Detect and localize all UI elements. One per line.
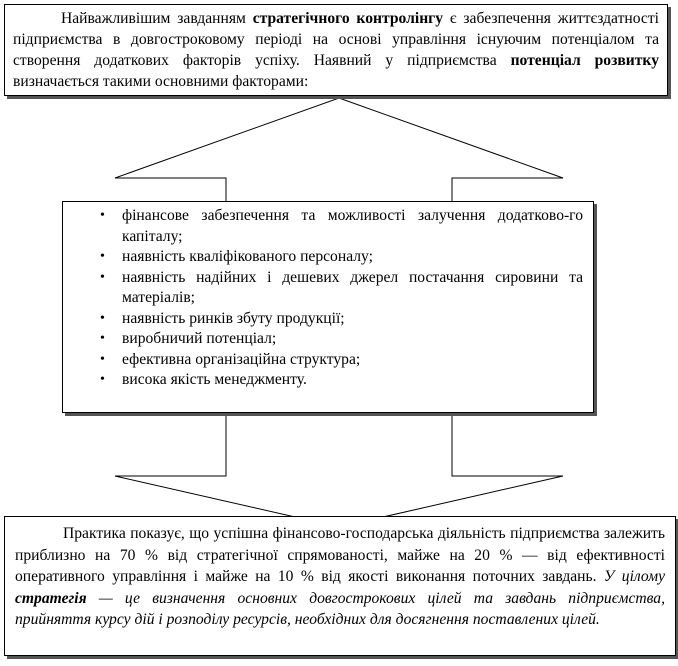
strategy-definition-box (4, 516, 676, 656)
bullet-icon: • (100, 269, 105, 285)
factor-item: • наявність ринків збуту продукції; (67, 309, 583, 330)
factor-item: • наявність кваліфікованого персоналу; (67, 247, 583, 268)
factors-list (67, 206, 583, 391)
factor-item: • наявність надійних і дешевих джерел постачання сировини та матеріалів; (100, 268, 583, 306)
bullet-icon: • (100, 249, 105, 264)
strategic-controlling-box (4, 4, 668, 96)
factor-item: • висока якість менеджменту. (67, 370, 583, 391)
strategy-term: стратегія (15, 589, 87, 607)
bullet-icon: • (100, 331, 105, 346)
bullet-icon: • (100, 351, 105, 367)
factor-item: • ефективна організаційна структура; (67, 350, 583, 371)
factors-box (62, 201, 594, 413)
bullet-icon: • (100, 208, 105, 223)
factor-item: • фінансове забезпечення та можливості залучення додатково-го капіталу; (100, 207, 583, 245)
strategic-controlling-text: Найважливішим завданням стратегічного контролінгу є забезпечення життєздатності підприємства в довгостроковому періоді на основі управління існуючим потенціалом та створення додаткових факторів успіху. Наявний у підприємства потенціал розвитку визначається такими основними факторами: (13, 10, 659, 90)
development-potential-term: потенціал розвитку (510, 52, 659, 69)
factor-item: • виробничий потенціал; (67, 329, 583, 350)
bullet-icon: • (100, 310, 105, 326)
strategy-definition-text: Практика показує, що успішна фінансово-господарська діяльність підприємства залежить приблизно на 70 % від стратегічної спрямованості, майже на 20 % — від ефективності оперативного управління і майже на 10 % від якості виконання поточних завдань. У цілому стратегія — це визначення основних довгострокових цілей та завдань підприємства, прийняття курсу дій і розподілу ресурсів, необхідних для досягнення поставлених цілей. (15, 525, 665, 628)
bullet-icon: • (100, 372, 105, 387)
strategic-controlling-term: стратегічного контролінгу (252, 10, 444, 27)
